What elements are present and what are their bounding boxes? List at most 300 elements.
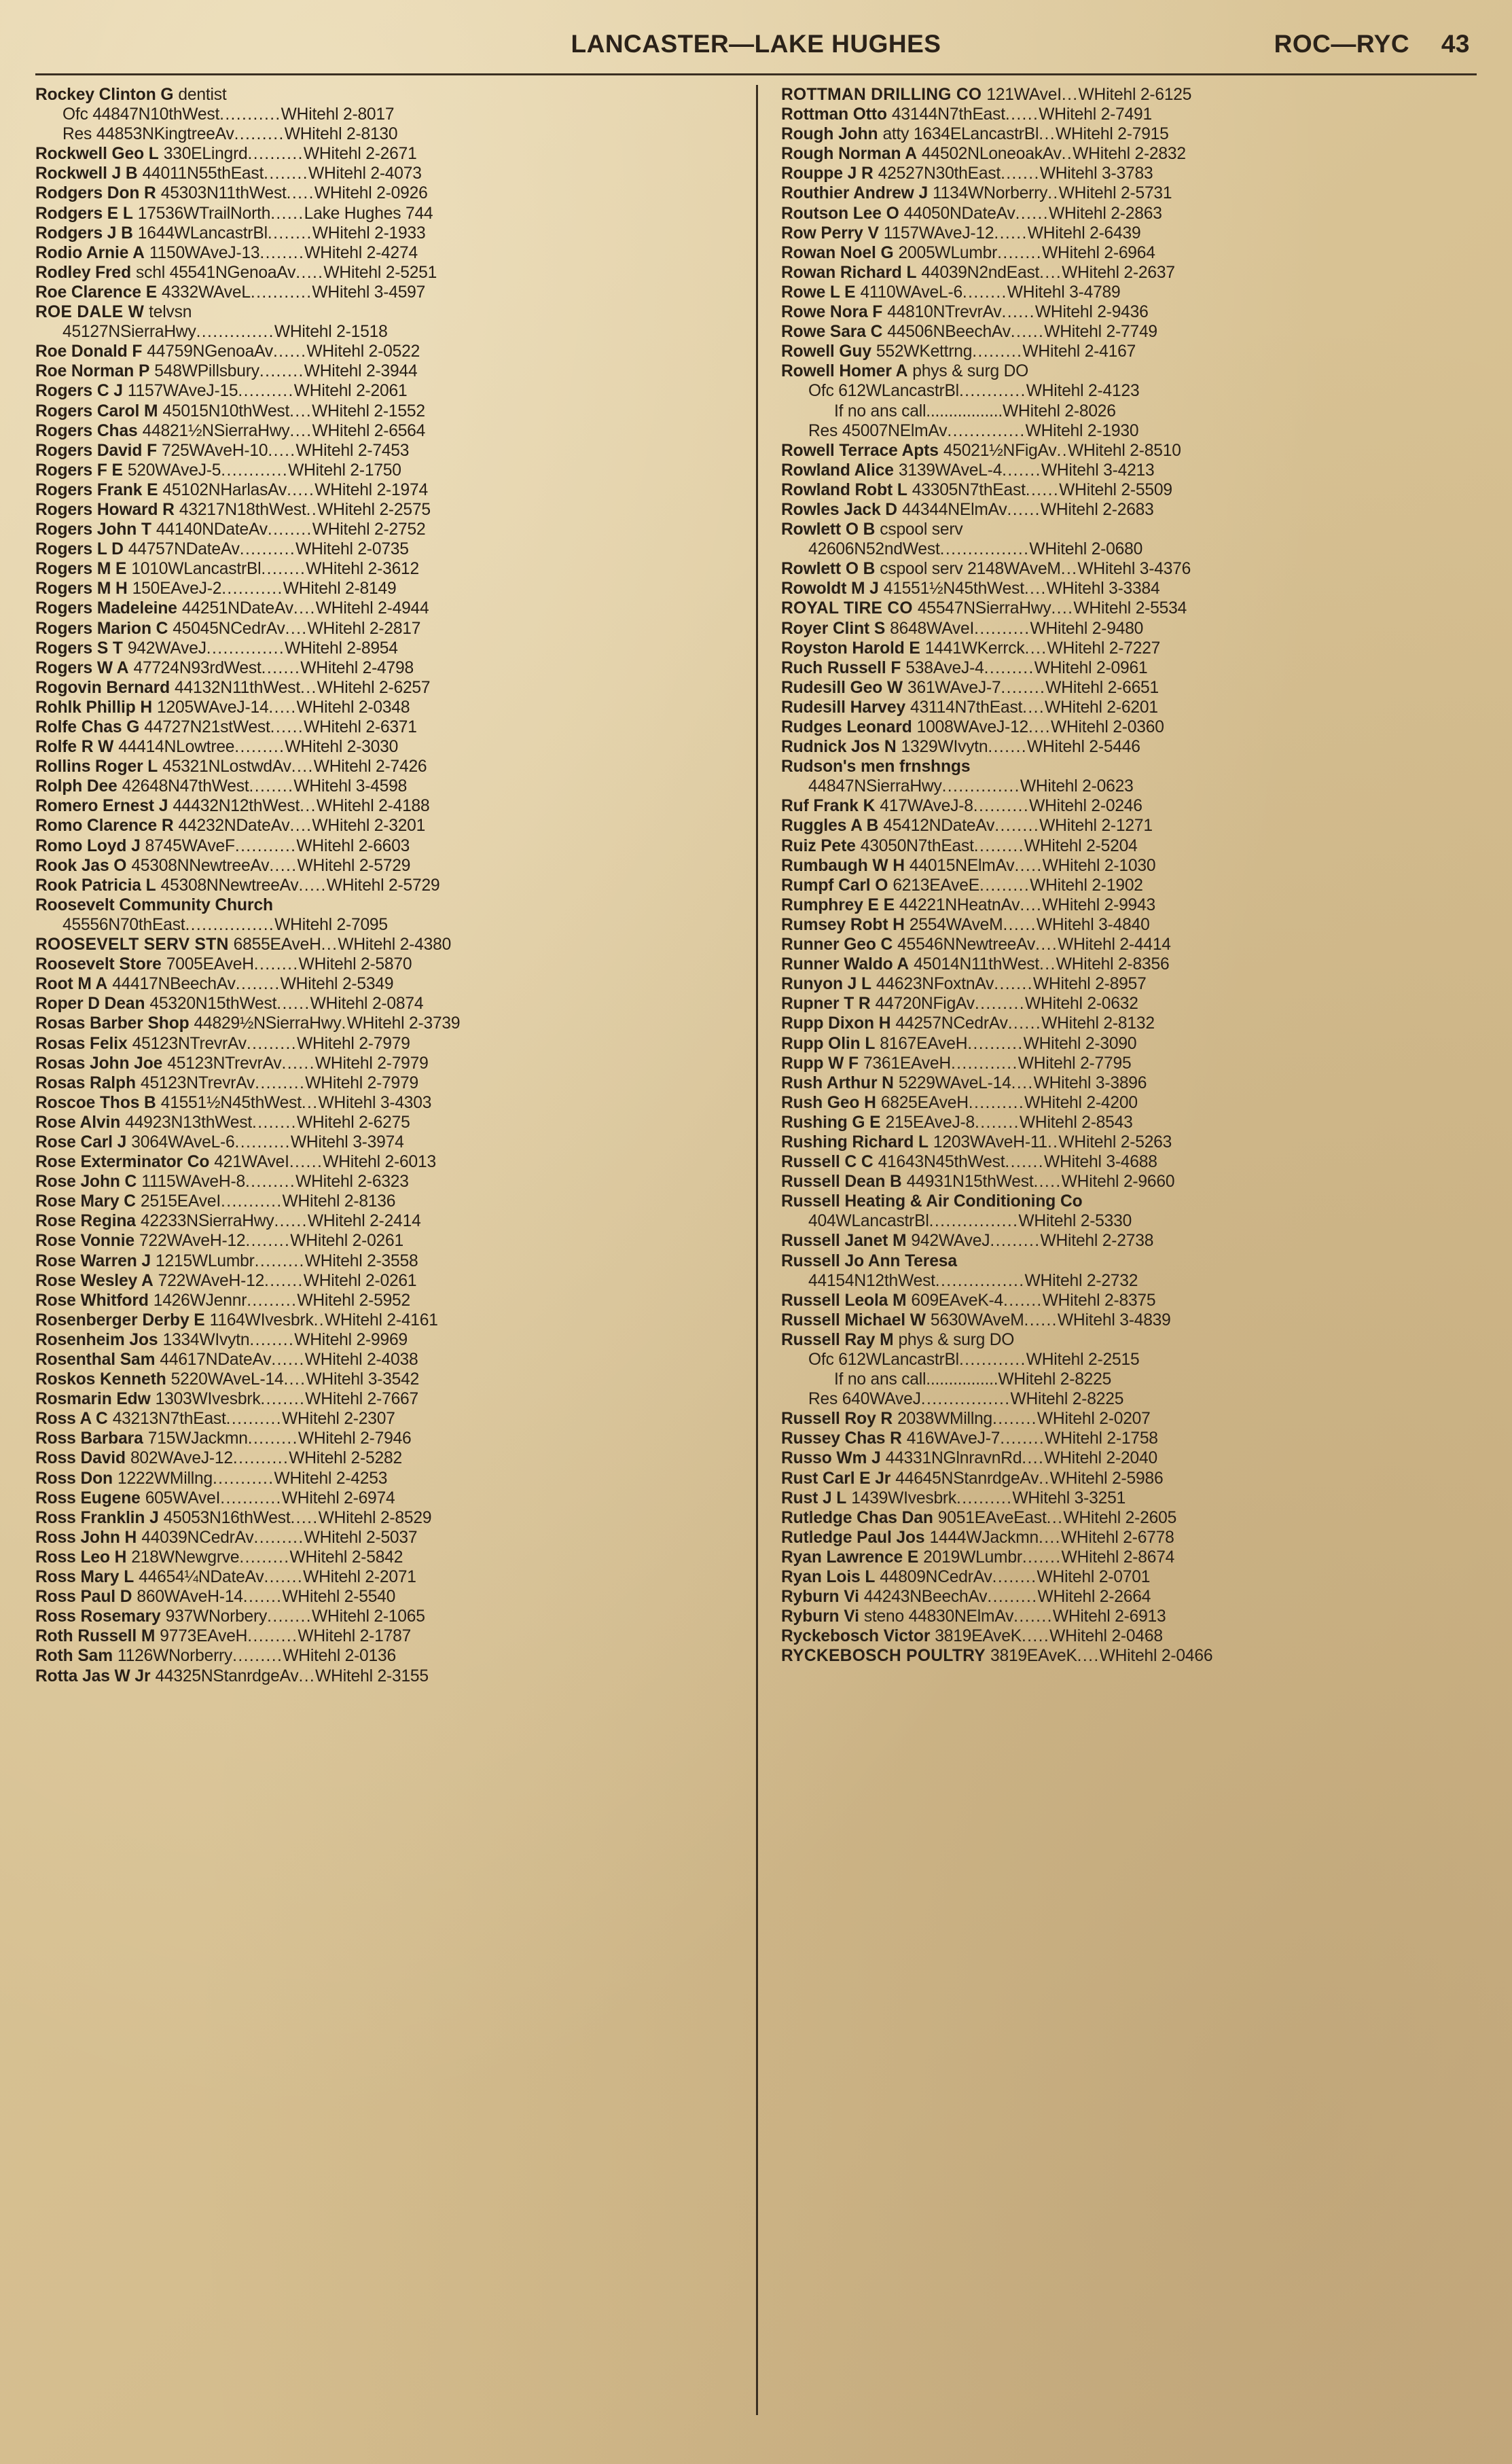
entry-address: 9051EAveEast <box>937 1508 1047 1527</box>
entry-name: Rosas Felix <box>35 1034 128 1053</box>
entry-address: 45303N11thWest <box>160 184 287 203</box>
entry-phone-number: WHitehl 2-8954 <box>285 639 398 658</box>
leader-dots: ......... <box>234 738 285 757</box>
leader-dots: ......... <box>987 1588 1038 1607</box>
entry-name: Rupp Dixon H <box>781 1014 891 1033</box>
directory-entry <box>35 1587 736 1607</box>
leader-dots: ........ <box>259 362 304 381</box>
directory-entry <box>35 204 736 224</box>
entry-phone-number: WHitehl 2-7667 <box>305 1390 418 1409</box>
directory-entry <box>35 816 736 836</box>
entry-phone-number: WHitehl 2-1974 <box>314 480 428 499</box>
leader-dots: .... <box>291 757 314 776</box>
entry-name: Ross Mary L <box>35 1568 134 1587</box>
leader-dots: ............ <box>221 461 289 480</box>
entry-name: Ross Franklin J <box>35 1508 159 1527</box>
directory-entry <box>781 1113 1477 1132</box>
entry-phone-number: WHitehl 2-3155 <box>315 1666 429 1685</box>
leader-dots: ........ <box>249 1330 295 1349</box>
entry-name: Rouppe J R <box>781 164 874 183</box>
entry-phone-number: WHitehl 2-2637 <box>1062 263 1175 282</box>
entry-address: 722WAveH-12 <box>158 1271 265 1290</box>
leader-dots: ... <box>1039 125 1056 144</box>
leader-dots: .... <box>1035 935 1058 954</box>
entry-phone-number: WHitehl 2-4161 <box>325 1310 438 1329</box>
leader-dots: .... <box>1024 639 1047 658</box>
directory-entry <box>781 224 1477 243</box>
entry-address: 44050NDateAv <box>903 204 1015 223</box>
entry-name: Rogers L D <box>35 540 124 559</box>
entry-address: 43213N7thEast <box>112 1410 226 1429</box>
entry-phone-number: WHitehl 2-1750 <box>288 461 401 480</box>
leader-dots: ...... <box>1007 1014 1042 1033</box>
directory-entry <box>35 342 736 361</box>
leader-dots: ...... <box>1024 1310 1058 1329</box>
directory-entry <box>35 500 736 520</box>
entry-name: Ryan Lawrence E <box>781 1548 919 1567</box>
directory-entry <box>35 1271 736 1291</box>
directory-entry <box>781 322 1477 342</box>
entry-phone-number: WHitehl 2-6371 <box>304 718 417 736</box>
directory-entry <box>35 619 736 639</box>
entry-address: 42527N30thEast <box>878 164 1001 183</box>
entry-name: Root M A <box>35 975 108 994</box>
entry-address: 215EAveJ-8 <box>885 1113 975 1132</box>
leader-dots: ...... <box>270 204 304 223</box>
entry-address: 44757NDateAv <box>128 540 240 559</box>
entry-address: 860WAveH-14 <box>137 1588 243 1607</box>
directory-entry <box>781 856 1477 876</box>
entry-name: Rowell Terrace Apts <box>781 441 939 460</box>
entry-phone-number: WHitehl 2-9969 <box>294 1330 408 1349</box>
entry-name: Roosevelt Community Church <box>35 895 273 914</box>
entry-name: Runner Waldo A <box>781 955 910 974</box>
directory-entry <box>35 1310 736 1330</box>
entry-address: 45045NCedrAv <box>173 619 285 638</box>
leader-dots: ..... <box>1014 856 1043 875</box>
entry-address: phys & surg DO <box>912 362 1029 381</box>
entry-address: 1444WJackmn <box>929 1528 1039 1547</box>
directory-entry <box>781 124 1477 144</box>
entry-name: Ross Paul D <box>35 1588 132 1607</box>
leader-dots: ........ <box>267 520 312 539</box>
directory-entry <box>781 520 1477 539</box>
directory-entry <box>781 1211 1477 1231</box>
directory-entry <box>781 1192 1477 1211</box>
entry-address: 5220WAveL-14 <box>170 1370 284 1389</box>
leader-dots: ..... <box>287 480 315 499</box>
directory-entry <box>781 283 1477 302</box>
entry-address: 150EAveJ-2 <box>132 579 222 599</box>
leader-dots: ........ <box>249 777 294 796</box>
entry-address: 44727N21stWest <box>144 718 270 736</box>
right-listing-column <box>756 85 1477 2415</box>
entry-phone-number: WHitehl 3-4839 <box>1057 1310 1171 1329</box>
entry-phone-number: WHitehl 2-0680 <box>1029 540 1143 559</box>
directory-entry <box>35 1429 736 1448</box>
entry-phone-number: WHitehl 2-7426 <box>313 757 427 776</box>
entry-name: Rushing G E <box>781 1113 881 1132</box>
entry-phone-number: WHitehl 3-3896 <box>1033 1073 1147 1092</box>
entry-address: 605WAveI <box>145 1488 221 1507</box>
entry-phone-number: WHitehl 2-4414 <box>1058 935 1171 954</box>
entry-phone-number: WHitehl 2-9480 <box>1030 619 1144 638</box>
entry-name: Rush Geo H <box>781 1093 876 1112</box>
entry-phone-number: WHitehl 2-6603 <box>296 836 410 855</box>
entry-address: 3139WAveL-4 <box>898 461 1003 480</box>
entry-address: Res 640WAveJ <box>808 1390 921 1409</box>
directory-entry <box>781 619 1477 639</box>
entry-name: Rogers John T <box>35 520 151 539</box>
entry-name: Ross A C <box>35 1410 108 1429</box>
directory-entry <box>35 776 736 796</box>
leader-dots: ................ <box>929 1212 1019 1231</box>
entry-name: Ross David <box>35 1449 126 1468</box>
entry-phone-number: WHitehl 2-5037 <box>304 1528 418 1547</box>
entry-name: Rudesill Geo W <box>781 678 903 697</box>
entry-name: Roth Sam <box>35 1647 113 1666</box>
entry-name: Rogers M H <box>35 579 128 599</box>
entry-name: Roper D Dean <box>35 995 145 1014</box>
entry-address: 45123NTrevrAv <box>167 1054 282 1073</box>
leader-dots: ...... <box>1005 105 1039 124</box>
directory-entry <box>781 85 1477 105</box>
entry-address: 1329WIvytn <box>901 738 988 757</box>
entry-phone-number: WHitehl 2-0701 <box>1037 1568 1151 1587</box>
leader-dots: .... <box>283 1370 306 1389</box>
entry-phone-number: WHitehl 2-1902 <box>1030 876 1143 895</box>
leader-dots: .......... <box>239 540 296 559</box>
entry-name: Rupp W F <box>781 1054 859 1073</box>
directory-entry <box>35 224 736 243</box>
leader-dots: ... <box>321 935 338 954</box>
entry-phone-number: WHitehl 2-2515 <box>1026 1351 1140 1369</box>
leader-dots: ......... <box>990 1232 1041 1251</box>
directory-entry <box>35 1488 736 1508</box>
directory-entry <box>781 1508 1477 1528</box>
leader-dots: ....... <box>264 1271 304 1290</box>
entry-name: Rowlett O B <box>781 520 876 539</box>
listing-columns <box>35 85 1477 2415</box>
entry-phone-number: WHitehl 2-8026 <box>1003 401 1116 421</box>
entry-phone-number: WHitehl 2-7491 <box>1039 105 1152 124</box>
leader-dots: .... <box>1028 718 1051 736</box>
leader-dots: .......... <box>967 1034 1024 1053</box>
entry-address: Res 44853NKingtreeAv <box>62 125 234 144</box>
entry-name: Rutledge Paul Jos <box>781 1528 925 1547</box>
entry-address: 44251NDateAv <box>181 599 293 618</box>
directory-entry <box>781 1330 1477 1350</box>
entry-name: Rolph Dee <box>35 777 118 796</box>
entry-address: 2554WAveM <box>909 915 1003 934</box>
entry-name: Rogers W A <box>35 658 129 677</box>
directory-entry <box>781 895 1477 915</box>
directory-entry <box>781 658 1477 678</box>
leader-dots: ................ <box>935 1271 1025 1290</box>
entry-address: 45014N11thWest <box>914 955 1040 974</box>
directory-entry <box>35 1370 736 1389</box>
entry-phone-number: WHitehl 2-2732 <box>1024 1271 1138 1290</box>
entry-address: 3819EAveK <box>935 1627 1022 1646</box>
entry-address: 1222WMillng <box>117 1469 213 1488</box>
entry-phone-number: WHitehl 2-6275 <box>296 1113 410 1132</box>
leader-dots: ........ <box>264 164 309 183</box>
entry-name-bold-caps: ROTTMAN DRILLING CO <box>781 86 982 104</box>
entry-address: 42606N52ndWest <box>808 540 940 559</box>
entry-address: 417WAveJ-8 <box>880 797 973 816</box>
directory-entry <box>781 1054 1477 1073</box>
entry-phone-number: WHitehl 2-7979 <box>314 1054 429 1073</box>
leader-dots: ...... <box>1025 480 1060 499</box>
leader-dots: ......... <box>984 658 1034 677</box>
entry-address: 17536WTrailNorth <box>137 204 271 223</box>
entry-phone-number: WHitehl 2-7915 <box>1055 125 1169 144</box>
entry-address: 44417NBeechAv <box>112 975 236 994</box>
entry-phone-number: WHitehl 2-5729 <box>297 856 411 875</box>
entry-address: 45556N70thEast <box>62 915 185 934</box>
entry-name: Royston Harold E <box>781 639 920 658</box>
leader-dots: ........ <box>259 243 305 262</box>
entry-address: 937WNorbery <box>165 1607 268 1626</box>
directory-entry <box>781 441 1477 461</box>
entry-name: Roth Russell M <box>35 1627 156 1646</box>
entry-phone-number: WHitehl 2-1930 <box>1025 421 1139 440</box>
directory-entry <box>781 954 1477 974</box>
directory-entry <box>781 1429 1477 1448</box>
leader-dots: ........ <box>267 1607 312 1626</box>
entry-address: 1150WAveJ-13 <box>149 243 260 262</box>
header-section-range: ROC—RYC <box>1274 30 1410 58</box>
leader-dots: ... <box>1046 1508 1064 1527</box>
directory-entry <box>781 974 1477 994</box>
directory-entry <box>35 1014 736 1033</box>
header-section-range-and-page <box>1274 30 1470 58</box>
entry-phone-number: WHitehl 2-5251 <box>323 263 437 282</box>
directory-entry <box>781 698 1477 717</box>
leader-dots: ...... <box>1001 303 1035 322</box>
entry-phone-number: WHitehl 2-3090 <box>1023 1034 1137 1053</box>
entry-name: Romo Clarence R <box>35 817 174 836</box>
entry-address: 44140NDateAv <box>156 520 268 539</box>
entry-name: Romo Loyd J <box>35 836 141 855</box>
directory-entry <box>35 183 736 203</box>
leader-dots: .... <box>1024 579 1047 599</box>
leader-dots: ........ <box>260 1390 306 1409</box>
entry-address: 44809NCedrAv <box>880 1568 992 1587</box>
left-listing-column <box>35 85 756 2415</box>
entry-name: Runyon J L <box>781 975 871 994</box>
entry-name: Rook Patricia L <box>35 876 156 895</box>
entry-name: Russell C C <box>781 1153 874 1172</box>
entry-name: Rowlett O B <box>781 560 876 579</box>
directory-entry <box>781 105 1477 124</box>
entry-name: Russo Wm J <box>781 1449 881 1468</box>
directory-entry <box>35 579 736 599</box>
entry-phone-number: WHitehl 2-7453 <box>295 441 410 460</box>
directory-entry <box>35 461 736 480</box>
entry-phone-number: WHitehl 2-0632 <box>1025 995 1138 1014</box>
leader-dots: ........ <box>994 817 1040 836</box>
directory-entry <box>35 1330 736 1350</box>
directory-entry <box>781 737 1477 757</box>
entry-name: Rowoldt M J <box>781 579 879 599</box>
entry-name: Rogers Carol M <box>35 401 158 421</box>
leader-dots: ......... <box>979 876 1030 895</box>
directory-entry <box>781 1251 1477 1271</box>
entry-name: Rose Mary C <box>35 1192 136 1211</box>
leader-dots: .... <box>285 619 308 638</box>
leader-dots: .. <box>1056 441 1068 460</box>
entry-phone-number: WHitehl 2-8543 <box>1019 1113 1133 1132</box>
directory-entry <box>781 421 1477 441</box>
entry-address: 43050N7thEast <box>860 836 974 855</box>
entry-phone-number: WHitehl 3-3783 <box>1039 164 1153 183</box>
entry-name: Russell Leola M <box>781 1291 907 1310</box>
entry-phone-number: WHitehl 2-6439 <box>1027 224 1141 243</box>
directory-entry <box>781 1291 1477 1310</box>
directory-entry <box>781 204 1477 224</box>
entry-phone-number: WHitehl 3-3974 <box>290 1132 404 1151</box>
entry-address: 43114N7thEast <box>910 698 1023 717</box>
directory-entry <box>35 935 736 954</box>
leader-dots: ........ <box>235 975 281 994</box>
entry-address: 44344NElmAv <box>901 500 1007 519</box>
entry-name: Rose Wesley A <box>35 1271 154 1290</box>
entry-address: 44502NLoneoakAv <box>921 145 1062 164</box>
directory-entry <box>781 678 1477 698</box>
leader-dots: ....... <box>1003 1291 1043 1310</box>
directory-entry <box>35 480 736 500</box>
leader-dots: ....... <box>1002 461 1041 480</box>
entry-name: Russell Janet M <box>781 1232 907 1251</box>
entry-phone-number: WHitehl 2-7979 <box>297 1034 410 1053</box>
entry-phone-number: WHitehl 2-2575 <box>317 500 431 519</box>
directory-entry <box>35 1211 736 1231</box>
directory-entry <box>35 124 736 144</box>
directory-entry <box>781 1014 1477 1033</box>
directory-entry <box>781 1073 1477 1093</box>
leader-dots: .......... <box>974 619 1030 638</box>
entry-phone-number: WHitehl 2-1518 <box>274 323 388 342</box>
leader-dots: ..... <box>286 184 314 203</box>
entry-address: 44325NStanrdgeAv <box>155 1666 299 1685</box>
leader-dots: ......... <box>232 1647 283 1666</box>
entry-address: 1157WAveJ-12 <box>883 224 994 243</box>
directory-entry <box>781 183 1477 203</box>
entry-phone-number: WHitehl 2-8225 <box>998 1370 1112 1389</box>
directory-entry <box>35 263 736 283</box>
entry-address: 942WAveJ <box>127 639 206 658</box>
entry-name: Rogers F E <box>35 461 123 480</box>
entry-address: 1439WIvesbrk <box>851 1488 957 1507</box>
directory-entry <box>35 302 736 322</box>
entry-address: 802WAveJ-12 <box>130 1449 233 1468</box>
entry-address: 41643N45thWest <box>878 1153 1005 1172</box>
entry-phone-number: WHitehl 2-5870 <box>298 955 412 974</box>
entry-name: Roskos Kenneth <box>35 1370 166 1389</box>
directory-entry <box>35 559 736 579</box>
entry-name: Roosevelt Store <box>35 955 162 974</box>
entry-name: Row Perry V <box>781 224 879 243</box>
directory-entry <box>781 1271 1477 1291</box>
entry-name: Rose Regina <box>35 1212 136 1231</box>
entry-phone-number: WHitehl 2-2664 <box>1037 1588 1151 1607</box>
entry-phone-number: WHitehl 2-1065 <box>312 1607 425 1626</box>
directory-entry <box>781 302 1477 322</box>
entry-phone-number: WHitehl 3-3251 <box>1012 1488 1126 1507</box>
leader-dots: .......... <box>973 797 1030 816</box>
entry-address: 1205WAveJ-14 <box>157 698 269 717</box>
entry-phone-number: WHitehl 2-2040 <box>1044 1449 1157 1468</box>
entry-address: 43144N7thEast <box>891 105 1005 124</box>
entry-name: Runner Geo C <box>781 935 893 954</box>
directory-entry <box>781 401 1477 421</box>
entry-phone-number: WHitehl 2-6323 <box>295 1173 409 1192</box>
leader-dots: .......... <box>238 382 294 401</box>
directory-entry <box>35 1626 736 1646</box>
directory-entry <box>35 1646 736 1666</box>
leader-dots: ......... <box>974 995 1026 1014</box>
entry-address: 44645NStanrdgeAv <box>895 1469 1039 1488</box>
leader-dots: ................ <box>939 540 1030 559</box>
entry-phone-number: WHitehl 2-8674 <box>1061 1548 1175 1567</box>
entry-phone-number: WHitehl 2-8957 <box>1032 975 1147 994</box>
entry-name: Royer Clint S <box>781 619 886 638</box>
entry-address: 2515EAveI <box>140 1192 221 1211</box>
entry-address: 44432N12thWest <box>173 797 300 816</box>
entry-phone-number: WHitehl 3-4376 <box>1077 560 1191 579</box>
leader-dots: ...... <box>1003 915 1037 934</box>
leader-dots: ...... <box>270 718 304 736</box>
entry-phone-number: WHitehl 2-7795 <box>1018 1054 1132 1073</box>
directory-entry <box>35 1231 736 1251</box>
directory-entry <box>35 441 736 461</box>
leader-dots: ........... <box>250 283 312 302</box>
leader-dots: ... <box>1061 86 1079 104</box>
entry-address: 725WAveH-10 <box>162 441 268 460</box>
directory-entry <box>35 856 736 876</box>
entry-address: 2005WLumbr <box>898 243 998 262</box>
entry-address: 45308NNewtreeAv <box>160 876 299 895</box>
entry-address: 45015N10thWest <box>162 401 290 421</box>
directory-entry <box>781 480 1477 500</box>
leader-dots: ........ <box>261 560 306 579</box>
entry-name: Ruch Russell F <box>781 658 901 677</box>
leader-dots: ...... <box>1010 323 1045 342</box>
directory-entry <box>35 1291 736 1310</box>
entry-phone-number: WHitehl 2-4380 <box>338 935 452 954</box>
entry-name: Rose Whitford <box>35 1291 149 1310</box>
leader-dots: ........... <box>219 105 281 124</box>
header-divider <box>35 73 1477 75</box>
leader-dots: .. <box>306 500 318 519</box>
leader-dots: ........ <box>997 243 1043 262</box>
entry-phone-number: WHitehl 2-1933 <box>312 224 426 243</box>
entry-address: 44039NCedrAv <box>141 1528 254 1547</box>
leader-dots: ..... <box>268 441 296 460</box>
entry-phone-number: WHitehl 3-4303 <box>318 1093 432 1112</box>
entry-phone-number: WHitehl 2-6013 <box>323 1153 436 1172</box>
entry-address: 520WAveJ-5 <box>127 461 221 480</box>
entry-address: 6825EAveH <box>880 1093 969 1112</box>
directory-entry <box>781 164 1477 183</box>
entry-name: Rust Carl E Jr <box>781 1469 891 1488</box>
directory-entry <box>781 461 1477 480</box>
entry-phone-number: WHitehl 2-6778 <box>1060 1528 1174 1547</box>
entry-phone-number: WHitehl 2-8017 <box>281 105 395 124</box>
leader-dots: ........ <box>267 224 312 243</box>
entry-phone-number: WHitehl 2-8356 <box>1056 955 1170 974</box>
